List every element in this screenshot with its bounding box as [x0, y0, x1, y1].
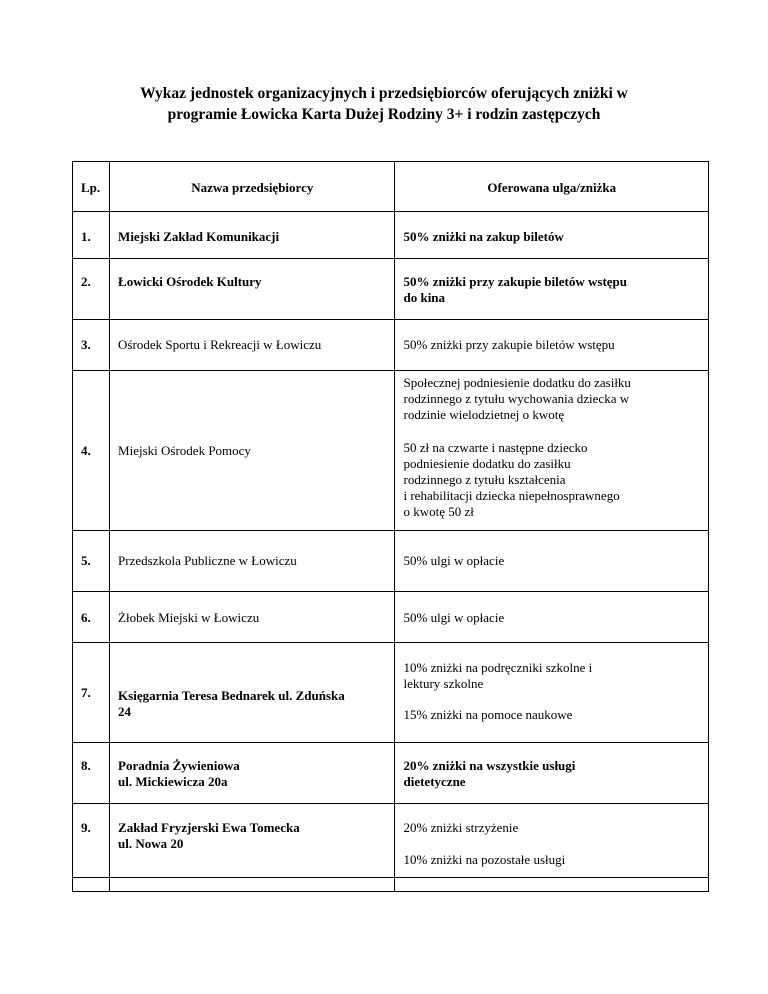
header-name: Nazwa przedsiębiorcy — [191, 180, 314, 195]
offer-line: rodzinnego z tytułu kształcenia — [403, 472, 566, 487]
name-line: Żłobek Miejski w Łowiczu — [118, 610, 260, 625]
table-row — [73, 804, 709, 878]
row-offer — [395, 643, 708, 723]
name-line: Księgarnia Teresa Bednarek ul. Zduńska — [118, 687, 345, 703]
offer-paragraph — [403, 660, 702, 692]
row-offer — [395, 804, 708, 868]
row-lp: 8. — [81, 758, 91, 773]
table-header-row — [73, 162, 709, 212]
name-line: Łowicki Ośrodek Kultury — [118, 274, 262, 289]
row-lp: 1. — [81, 229, 91, 244]
offer-line: dietetyczne — [403, 774, 466, 789]
row-lp: 2. — [81, 274, 91, 289]
row-name — [110, 531, 394, 569]
document-title — [60, 83, 708, 125]
row-lp: 5. — [81, 553, 91, 568]
empty-row — [73, 878, 709, 892]
empty-cell — [395, 878, 709, 892]
row-lp: 9. — [81, 820, 91, 835]
row-offer — [395, 259, 708, 306]
row-name — [110, 666, 394, 720]
offer-line: rodzinnego z tytułu wychowania dziecka w — [403, 391, 630, 406]
offer-line: 50% ulgi w opłacie — [403, 553, 505, 568]
name-line: Miejski Zakład Komunikacji — [118, 229, 280, 244]
offer-line: 15% zniżki na pomoce naukowe — [403, 707, 573, 722]
name-line: 24 — [118, 703, 132, 719]
table-row — [73, 212, 709, 259]
offer-line: 50% zniżki na zakup biletów — [403, 229, 564, 244]
row-lp: 3. — [81, 337, 91, 352]
table-row — [73, 320, 709, 371]
table-row — [73, 592, 709, 643]
table-row — [73, 371, 709, 531]
offer-paragraph — [403, 440, 702, 520]
offer-paragraph — [403, 375, 702, 423]
offer-line: 10% zniżki na pozostałe usługi — [403, 852, 566, 867]
offer-paragraph — [403, 852, 702, 868]
offer-line: 20% zniżki strzyżenie — [403, 820, 519, 835]
offer-line: lektury szkolne — [403, 676, 484, 691]
title-line-2: programie Łowicka Karta Dużej Rodziny 3+ i rodzin zastępczych — [167, 106, 601, 123]
offer-line: podniesienie dodatku do zasiłku — [403, 456, 571, 471]
title-line-1: Wykaz jednostek organizacyjnych i przedsiębiorców oferujących zniżki w — [140, 85, 628, 102]
table-row — [73, 743, 709, 804]
offer-line: rodzinie wielodzietnej o kwotę — [403, 407, 565, 422]
discount-table — [72, 161, 709, 892]
empty-cell — [110, 878, 395, 892]
offer-line: 50% zniżki przy zakupie biletów wstępu — [403, 337, 615, 352]
row-offer — [395, 531, 708, 569]
row-lp: 6. — [81, 610, 91, 625]
row-offer — [395, 592, 708, 626]
offer-paragraph — [403, 820, 702, 836]
header-lp: Lp. — [81, 180, 101, 195]
table-row — [73, 643, 709, 743]
offer-line: 20% zniżki na wszystkie usługi — [403, 758, 576, 773]
table-row — [73, 531, 709, 592]
offer-line: 50% ulgi w opłacie — [403, 610, 505, 625]
row-name — [110, 259, 394, 290]
offer-line: Społecznej podniesienie dodatku do zasiłku — [403, 375, 631, 390]
name-line: Ośrodek Sportu i Rekreacji w Łowiczu — [118, 337, 322, 352]
offer-line: o kwotę 50 zł — [403, 504, 474, 519]
row-name — [110, 320, 394, 353]
row-name — [110, 212, 394, 245]
row-name — [110, 443, 394, 459]
header-offer: Oferowana ulga/zniżka — [487, 180, 617, 195]
name-line: Poradnia Żywieniowa — [118, 758, 240, 773]
offer-line: 10% zniżki na podręczniki szkolne i — [403, 660, 593, 675]
table-row — [73, 259, 709, 320]
offer-paragraph — [403, 707, 702, 723]
name-line: ul. Nowa 20 — [118, 836, 184, 851]
empty-cell — [73, 878, 110, 892]
row-name — [110, 743, 394, 790]
row-name — [110, 804, 394, 852]
name-line: Przedszkola Publiczne w Łowiczu — [118, 553, 297, 568]
offer-line: i rehabilitacji dziecka niepełnosprawnego — [403, 488, 620, 503]
row-lp: 7. — [81, 684, 91, 700]
row-offer — [395, 212, 708, 245]
offer-line: 50% zniżki przy zakupie biletów wstępu — [403, 274, 628, 289]
row-lp: 4. — [81, 442, 91, 458]
row-offer — [395, 743, 708, 790]
row-offer — [395, 320, 708, 353]
offer-line: 50 zł na czwarte i następne dziecko — [403, 440, 588, 455]
name-line: Miejski Ośrodek Pomocy — [118, 442, 251, 458]
row-name — [110, 592, 394, 626]
row-offer — [395, 371, 708, 520]
name-line: Zakład Fryzjerski Ewa Tomecka — [118, 820, 300, 835]
offer-line: do kina — [403, 290, 446, 305]
name-line: ul. Mickiewicza 20a — [118, 774, 228, 789]
